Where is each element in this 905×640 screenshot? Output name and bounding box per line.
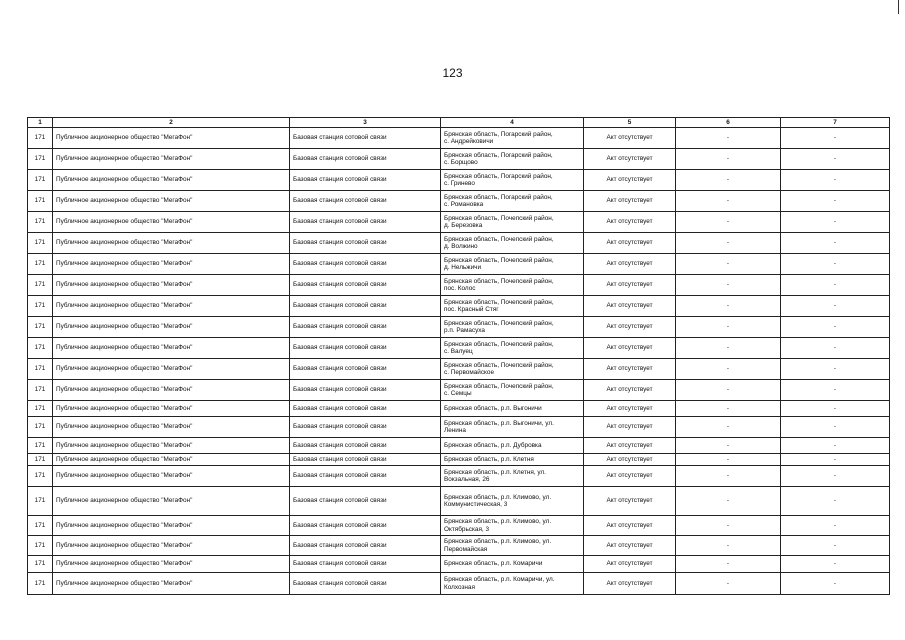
address-line: д. Волжино [444,243,478,250]
organization-name: Публичное акционерное общество "МегаФон" [53,233,290,254]
address [441,487,584,516]
table-row [28,212,890,233]
address-line: Брянская область, Почепский район, [444,319,554,327]
address [441,466,584,487]
header-cell: 4 [441,118,584,128]
row-number: 171 [28,380,53,401]
object-type: Базовая станция сотовой связи [290,212,441,233]
row-number: 171 [28,487,53,516]
address-line: Брянская область, р.п. Клетня, ул. [444,468,546,476]
column-6-value: - [676,317,781,338]
act-status: Акт отсутствует [584,417,676,438]
row-number: 171 [28,338,53,359]
column-6-value: - [676,359,781,380]
address-line: Первомайская [444,545,488,553]
table-row [28,359,890,380]
organization-name: Публичное акционерное общество "МегаФон" [53,516,290,536]
row-number: 171 [28,212,53,233]
act-status: Акт отсутствует [584,487,676,516]
address-line: д. Березовка [444,222,483,229]
table-row [28,573,890,595]
header-row [28,118,890,128]
column-6-value: - [676,573,781,595]
column-6-value: - [676,338,781,359]
act-status: Акт отсутствует [584,212,676,233]
column-7-value: - [781,417,890,438]
organization-name: Публичное акционерное общество "МегаФон" [53,191,290,212]
address [441,275,584,296]
address-line: Брянская область, р.п. Дубровка [444,441,542,449]
act-status: Акт отсутствует [584,466,676,487]
row-number: 171 [28,191,53,212]
object-type: Базовая станция сотовой связи [290,254,441,275]
act-status: Акт отсутствует [584,149,676,170]
column-6-value: - [676,212,781,233]
organization-name: Публичное акционерное общество "МегаФон" [53,128,290,149]
address-line: Октябрьская, 3 [444,525,490,533]
act-status: Акт отсутствует [584,233,676,254]
object-type: Базовая станция сотовой связи [290,191,441,212]
column-7-value: - [781,191,890,212]
registry-table [27,117,890,595]
column-6-value: - [676,296,781,317]
address-line: Ленина [444,427,466,434]
address [441,212,584,233]
address [441,380,584,401]
organization-name: Публичное акционерное общество "МегаФон" [53,556,290,573]
table-row [28,556,890,573]
address [441,359,584,380]
column-7-value: - [781,338,890,359]
column-6-value: - [676,149,781,170]
row-number: 171 [28,317,53,338]
act-status: Акт отсутствует [584,573,676,595]
object-type: Базовая станция сотовой связи [290,438,441,454]
table-row [28,170,890,191]
organization-name: Публичное акционерное общество "МегаФон" [53,380,290,401]
address [441,516,584,536]
object-type: Базовая станция сотовой связи [290,536,441,556]
object-type: Базовая станция сотовой связи [290,275,441,296]
row-number: 171 [28,254,53,275]
column-6-value: - [676,380,781,401]
address-line: Брянская область, Почепский район, [444,361,554,369]
act-status: Акт отсутствует [584,454,676,466]
address [441,454,584,466]
column-7-value: - [781,296,890,317]
address-line: Брянская область, Почепский район, [444,382,554,390]
organization-name: Публичное акционерное общество "МегаФон" [53,454,290,466]
object-type: Базовая станция сотовой связи [290,573,441,595]
table-row [28,417,890,438]
address-line: Брянская область, р.п. Климово, ул. [444,493,552,501]
address-line: с. Валуец [444,348,473,355]
act-status: Акт отсутствует [584,191,676,212]
organization-name: Публичное акционерное общество "МегаФон" [53,149,290,170]
column-7-value: - [781,317,890,338]
address [441,317,584,338]
column-7-value: - [781,487,890,516]
object-type: Базовая станция сотовой связи [290,233,441,254]
header-cell: 7 [781,118,890,128]
address [441,149,584,170]
row-number: 171 [28,573,53,595]
column-6-value: - [676,191,781,212]
column-6-value: - [676,438,781,454]
organization-name: Публичное акционерное общество "МегаФон" [53,317,290,338]
address-line: Брянская область, Почепский район, [444,298,554,306]
header-cell: 3 [290,118,441,128]
address [441,573,584,595]
address-line: Брянская область, Погарский район, [444,172,553,180]
organization-name: Публичное акционерное общество "МегаФон" [53,254,290,275]
act-status: Акт отсутствует [584,296,676,317]
table-body [28,128,890,595]
object-type: Базовая станция сотовой связи [290,359,441,380]
act-status: Акт отсутствует [584,401,676,417]
row-number: 171 [28,454,53,466]
column-6-value: - [676,516,781,536]
column-7-value: - [781,254,890,275]
address-line: Брянская область, Почепский район, [444,256,554,264]
column-7-value: - [781,380,890,401]
column-7-value: - [781,170,890,191]
act-status: Акт отсутствует [584,128,676,149]
row-number: 171 [28,170,53,191]
column-6-value: - [676,128,781,149]
column-6-value: - [676,454,781,466]
act-status: Акт отсутствует [584,536,676,556]
object-type: Базовая станция сотовой связи [290,401,441,417]
column-7-value: - [781,573,890,595]
address-line: Брянская область, Почепский район, [444,277,554,285]
column-7-value: - [781,466,890,487]
address-line: р.п. Рамасуха [444,327,485,334]
address-line: пос. Колос [444,285,476,292]
address [441,233,584,254]
organization-name: Публичное акционерное общество "МегаФон" [53,338,290,359]
column-7-value: - [781,212,890,233]
object-type: Базовая станция сотовой связи [290,556,441,573]
header-cell: 6 [676,118,781,128]
column-6-value: - [676,275,781,296]
column-6-value: - [676,254,781,275]
row-number: 171 [28,417,53,438]
table-row [28,317,890,338]
object-type: Базовая станция сотовой связи [290,338,441,359]
organization-name: Публичное акционерное общество "МегаФон" [53,417,290,438]
organization-name: Публичное акционерное общество "МегаФон" [53,359,290,380]
address-line: Коммунистическая, 3 [444,501,508,508]
organization-name: Публичное акционерное общество "МегаФон" [53,212,290,233]
address [441,191,584,212]
column-6-value: - [676,170,781,191]
organization-name: Публичное акционерное общество "МегаФон" [53,487,290,516]
table-row [28,536,890,556]
address-line: с. Гринево [444,180,475,187]
table-row [28,438,890,454]
column-7-value: - [781,233,890,254]
address-line: Брянская область, р.п. Комаричи, ул. [444,576,555,584]
column-7-value: - [781,275,890,296]
object-type: Базовая станция сотовой связи [290,466,441,487]
address-line: с. Борщово [444,159,478,166]
address-line: с. Семцы [444,390,472,397]
table-row [28,338,890,359]
object-type: Базовая станция сотовой связи [290,317,441,338]
page-number: 123 [442,66,463,80]
address-line: Брянская область, р.п. Климово, ул. [444,538,552,546]
act-status: Акт отсутствует [584,516,676,536]
table-row [28,296,890,317]
address-line: Брянская область, Погарский район, [444,193,553,201]
address [441,401,584,417]
address [441,254,584,275]
address-line: Колхозная [444,583,475,591]
act-status: Акт отсутствует [584,170,676,191]
address-line: Брянская область, р.п. Клетня [444,455,534,463]
row-number: 171 [28,438,53,454]
address-line: Брянская область, Почепский район, [444,235,554,243]
column-7-value: - [781,454,890,466]
table-row [28,233,890,254]
address-line: Брянская область, Погарский район, [444,130,553,138]
address-line: с. Андрейковичи [444,138,494,145]
header-cell: 5 [584,118,676,128]
organization-name: Публичное акционерное общество "МегаФон" [53,466,290,487]
address-line: Вокзальная, 26 [444,476,490,483]
address [441,536,584,556]
act-status: Акт отсутствует [584,359,676,380]
object-type: Базовая станция сотовой связи [290,454,441,466]
address [441,128,584,149]
column-6-value: - [676,556,781,573]
act-status: Акт отсутствует [584,254,676,275]
column-6-value: - [676,466,781,487]
organization-name: Публичное акционерное общество "МегаФон" [53,275,290,296]
column-7-value: - [781,438,890,454]
address-line: д. Нельжичи [444,264,482,271]
address-line: Брянская область, р.п. Климово, ул. [444,518,552,526]
address-line: Брянская область, р.п. Выгоничи, ул. [444,419,554,427]
row-number: 171 [28,466,53,487]
act-status: Акт отсутствует [584,556,676,573]
column-7-value: - [781,359,890,380]
row-number: 171 [28,516,53,536]
column-6-value: - [676,417,781,438]
address [441,417,584,438]
organization-name: Публичное акционерное общество "МегаФон" [53,536,290,556]
address-line: Брянская область, Почепский район, [444,214,554,222]
act-status: Акт отсутствует [584,275,676,296]
object-type: Базовая станция сотовой связи [290,417,441,438]
address-line: пос. Красный Стяг [444,306,499,313]
address-line: Брянская область, Почепский район, [444,340,554,348]
row-number: 171 [28,275,53,296]
object-type: Базовая станция сотовой связи [290,170,441,191]
row-number: 171 [28,401,53,417]
organization-name: Публичное акционерное общество "МегаФон" [53,170,290,191]
object-type: Базовая станция сотовой связи [290,128,441,149]
object-type: Базовая станция сотовой связи [290,516,441,536]
column-7-value: - [781,401,890,417]
header-cell: 2 [53,118,290,128]
column-6-value: - [676,401,781,417]
table-row [28,254,890,275]
table-row [28,401,890,417]
table-row [28,487,890,516]
act-status: Акт отсутствует [584,438,676,454]
address-line: Брянская область, р.п. Комаричи [444,560,543,568]
row-number: 171 [28,233,53,254]
address [441,438,584,454]
organization-name: Публичное акционерное общество "МегаФон" [53,438,290,454]
column-7-value: - [781,556,890,573]
organization-name: Публичное акционерное общество "МегаФон" [53,573,290,595]
table-row [28,466,890,487]
row-number: 171 [28,149,53,170]
header-cell: 1 [28,118,53,128]
object-type: Базовая станция сотовой связи [290,296,441,317]
address-line: с. Первомайское [444,369,495,376]
column-7-value: - [781,128,890,149]
table-row [28,516,890,536]
address [441,170,584,191]
act-status: Акт отсутствует [584,317,676,338]
column-6-value: - [676,233,781,254]
address-line: Брянская область, Погарский район, [444,151,553,159]
address [441,338,584,359]
object-type: Базовая станция сотовой связи [290,380,441,401]
organization-name: Публичное акционерное общество "МегаФон" [53,401,290,417]
scan-edge-mark [898,0,899,14]
row-number: 171 [28,359,53,380]
address-line: Брянская область, р.п. Выгоничи [444,404,542,412]
table-row [28,191,890,212]
column-7-value: - [781,536,890,556]
row-number: 171 [28,556,53,573]
table-row [28,275,890,296]
table-row [28,149,890,170]
object-type: Базовая станция сотовой связи [290,149,441,170]
organization-name: Публичное акционерное общество "МегаФон" [53,296,290,317]
column-6-value: - [676,536,781,556]
row-number: 171 [28,296,53,317]
object-type: Базовая станция сотовой связи [290,487,441,516]
column-7-value: - [781,149,890,170]
address-line: с. Романовка [444,201,484,208]
act-status: Акт отсутствует [584,338,676,359]
address [441,296,584,317]
table-row [28,128,890,149]
column-6-value: - [676,487,781,516]
table-row [28,380,890,401]
row-number: 171 [28,128,53,149]
act-status: Акт отсутствует [584,380,676,401]
row-number: 171 [28,536,53,556]
address [441,556,584,573]
column-7-value: - [781,516,890,536]
table-row [28,454,890,466]
